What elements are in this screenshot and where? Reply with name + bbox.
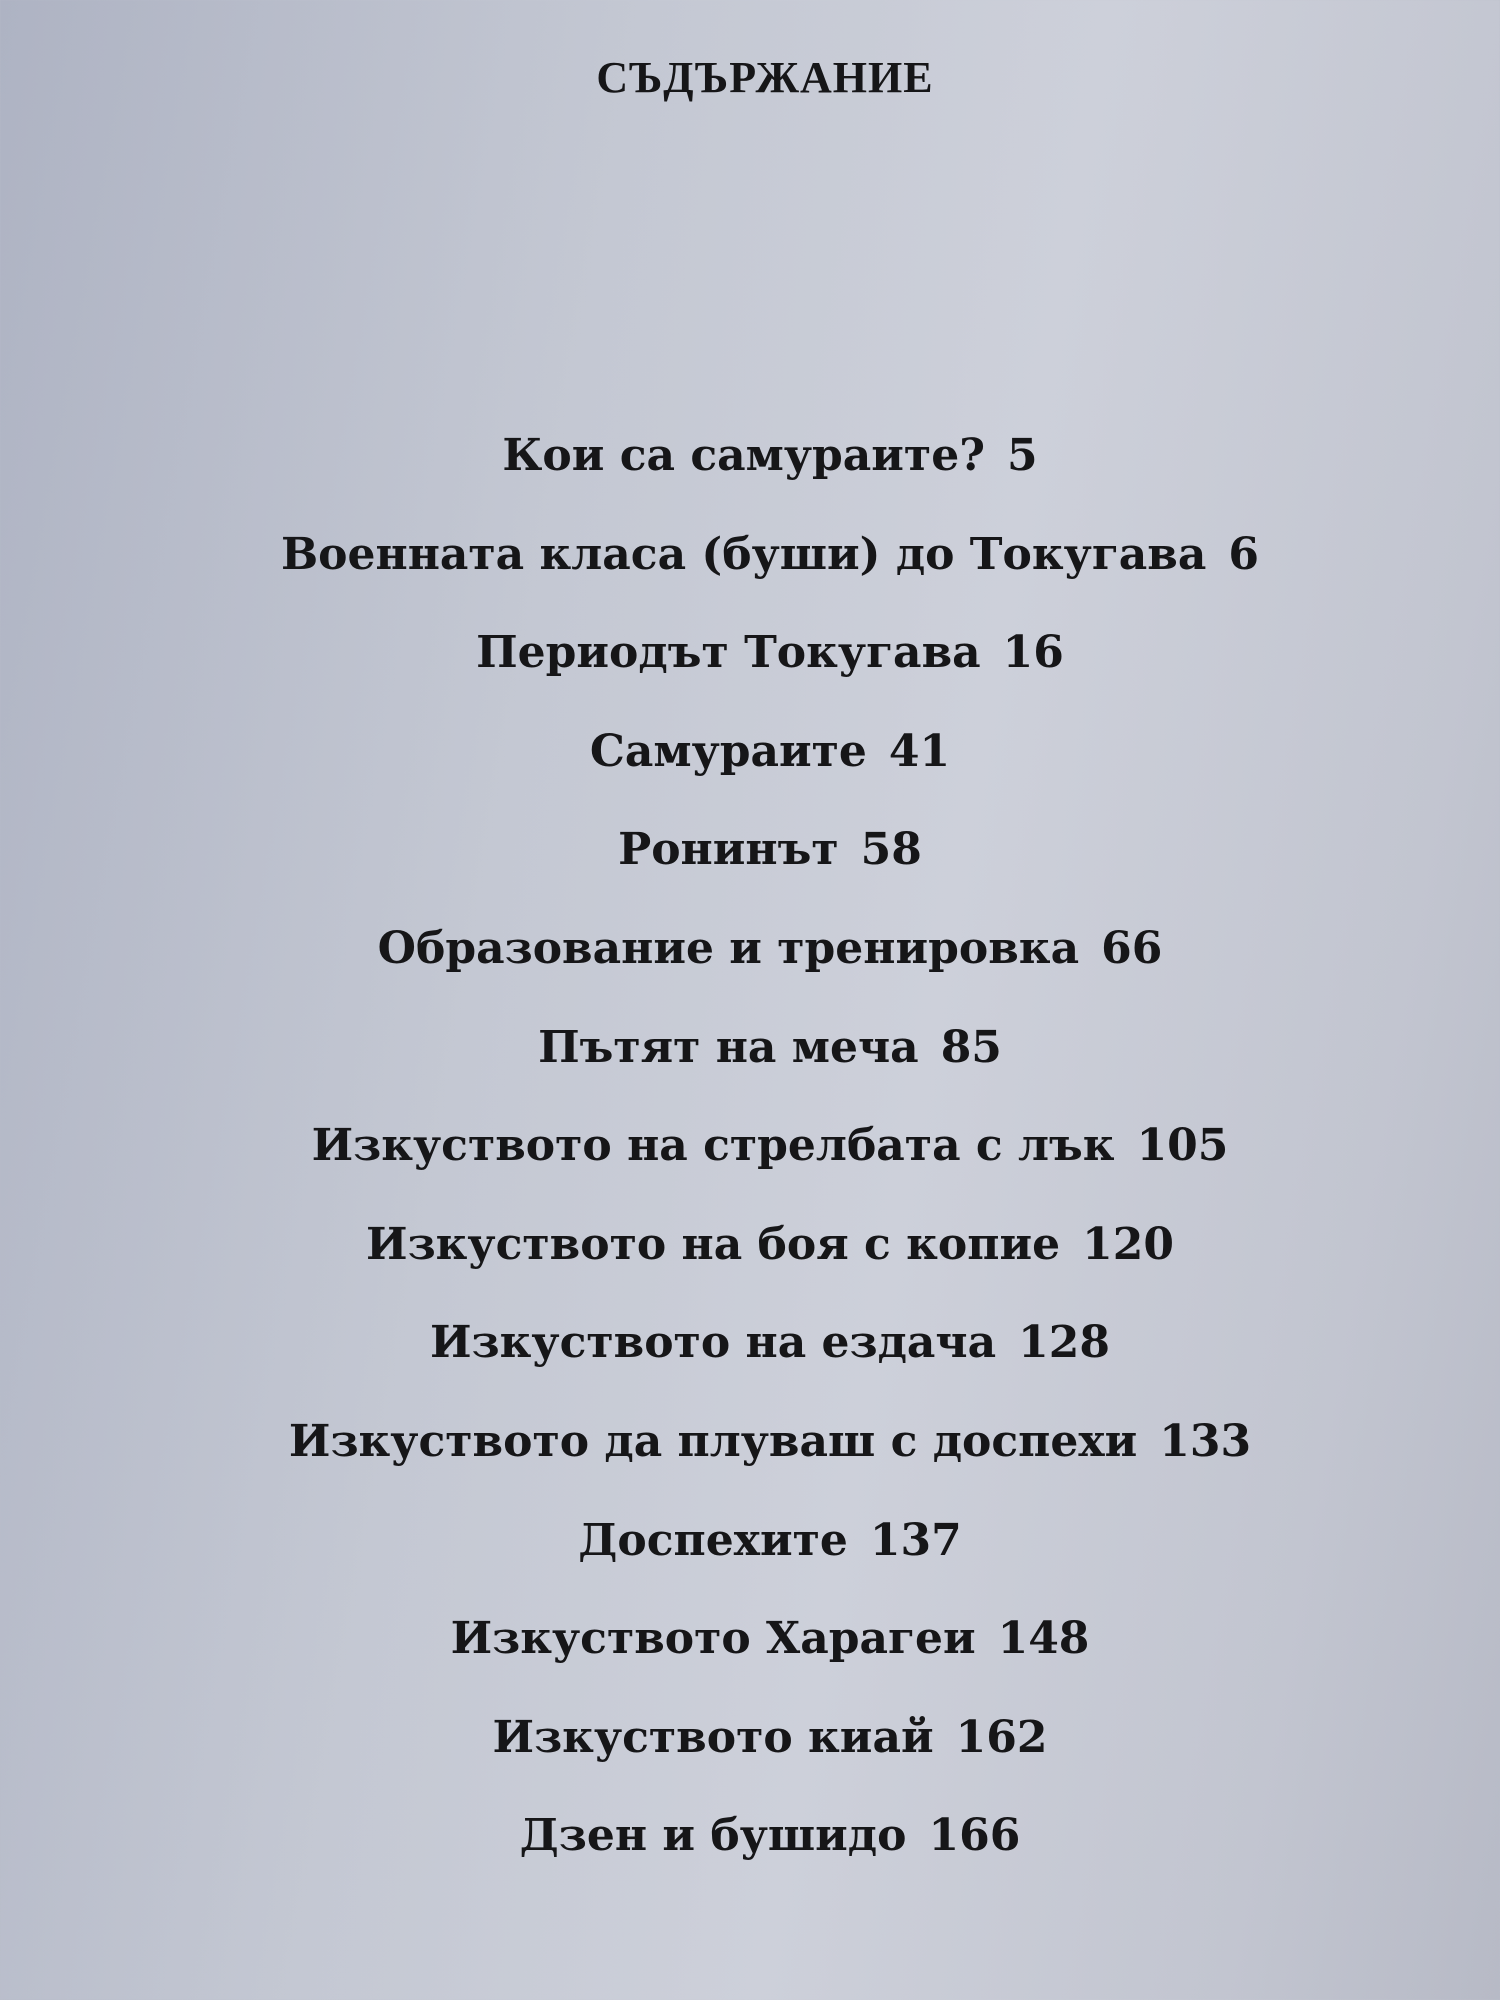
toc-entry [0,919,1500,1018]
toc-entry-title: Кои са самураите? [502,430,985,481]
toc-entry-page-number: 16 [1002,627,1064,679]
page-title: СЪДЪРЖАНИЕ [596,53,934,102]
toc-entry-page-number: 58 [860,824,922,876]
toc-entry-title: Ронинът [618,824,839,876]
toc-entry-title: Изкуството киай [492,1711,934,1763]
toc-entry [0,1215,1500,1314]
toc-entry [0,1116,1500,1215]
toc-entry-title: Изкуството на ездача [429,1317,997,1369]
table-of-contents [0,426,1500,1905]
toc-entry-title: Изкуството Харагеи [450,1613,976,1665]
toc-entry [0,1313,1500,1412]
toc-entry [0,623,1500,722]
toc-entry [0,1708,1500,1807]
toc-entry-page-number: 133 [1159,1415,1252,1467]
toc-entry-page-number: 41 [888,725,951,777]
toc-entry-title: Самураите [589,725,867,777]
toc-entry [0,1806,1500,1905]
toc-entry-page-number: 166 [928,1810,1021,1862]
toc-entry-title: Изкуството да плуваш с доспехи [288,1415,1138,1467]
toc-entry-page-number: 6 [1228,528,1260,580]
toc-entry-title: Доспехите [578,1514,848,1566]
toc-entry-title: Изкуството на боя с копие [366,1218,1061,1270]
toc-entry-page-number: 5 [1006,430,1038,481]
toc-entry [0,1609,1500,1708]
toc-entry-page-number: 148 [997,1613,1090,1665]
toc-entry [0,1018,1500,1117]
toc-entry-page-number: 85 [940,1021,1002,1073]
toc-entry-title: Образование и тренировка [377,922,1080,974]
toc-entry-title: Военната класа (буши) до Токугава [280,528,1207,580]
toc-entry-title: Пътят на меча [538,1021,919,1073]
toc-entry-title: Периодът Токугава [476,627,981,679]
toc-entry [0,1511,1500,1610]
toc-entry-page-number: 162 [955,1711,1048,1763]
toc-entry [0,1412,1500,1511]
toc-entry-title: Изкуството на стрелбата с лък [311,1120,1115,1172]
toc-entry-page-number: 66 [1101,922,1163,974]
toc-entry [0,820,1500,919]
toc-entry-page-number: 105 [1136,1120,1229,1172]
toc-entry [0,722,1500,821]
toc-entry-title: Дзен и бушидо [519,1810,907,1862]
toc-entry-page-number: 137 [869,1514,962,1566]
toc-entry-page-number: 120 [1082,1218,1174,1270]
toc-entry [0,525,1500,624]
toc-entry-page-number: 128 [1018,1317,1110,1369]
toc-entry [0,426,1500,525]
